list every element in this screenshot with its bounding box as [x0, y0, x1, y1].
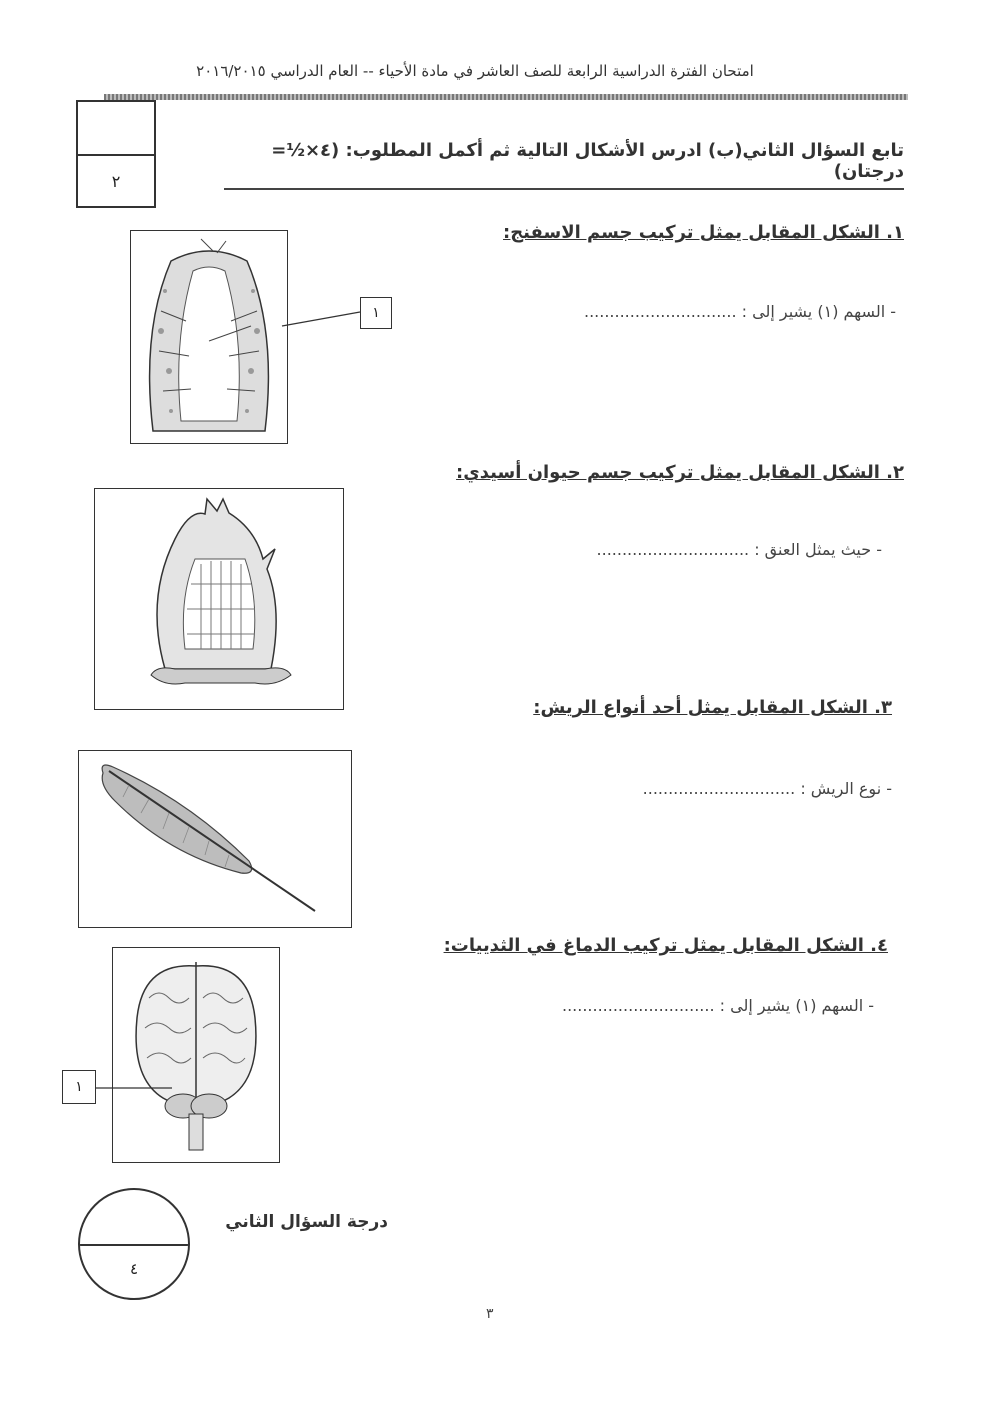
item-2-title: ٢. الشكل المقابل يمثل تركيب جسم حيوان أسيدي: [456, 462, 904, 483]
item-1-answer-line [584, 302, 896, 321]
item-1-blank[interactable]: .............................. [583, 302, 737, 321]
item-2-prompt: - حيث يمثل العنق : [754, 540, 882, 559]
page-number: ٣ [486, 1306, 494, 1322]
item-4-answer-line [562, 996, 874, 1015]
sponge-figure [130, 230, 288, 444]
feather-drawing [79, 751, 351, 927]
item-3-blank[interactable]: .............................. [642, 779, 796, 798]
item-4-arrow-line [94, 1080, 174, 1094]
total-score-value: ٤ [129, 1260, 139, 1278]
item-1-figure-label: ١ [360, 297, 392, 329]
item-3-answer-line [643, 779, 892, 798]
item-3-prompt: - نوع الريش : [800, 779, 892, 798]
total-score-label: درجة السؤال الثاني [225, 1212, 388, 1232]
ascidian-figure [94, 488, 344, 710]
exam-header: امتحان الفترة الدراسية الرابعة للصف العاشر في مادة الأحياء -- العام الدراسي ٢٠١٦/٢٠١٥ [196, 62, 754, 80]
question-title: تابع السؤال الثاني(ب) ادرس الأشكال التالية ثم أكمل المطلوب: (٤×½= درجتان) [224, 140, 904, 190]
score-box-value: ٢ [111, 171, 121, 191]
item-4-blank[interactable]: .............................. [561, 996, 715, 1015]
item-4-prompt: - السهم (١) يشير إلى : [719, 996, 874, 1015]
score-box [76, 100, 156, 208]
item-4-figure-label: ١ [62, 1070, 96, 1104]
score-box-blank [78, 102, 154, 156]
brain-drawing [113, 948, 279, 1162]
item-1-arrow-line [280, 300, 362, 330]
ascidian-drawing [95, 489, 343, 709]
total-score-divider [80, 1244, 188, 1246]
item-1-prompt: - السهم (١) يشير إلى : [741, 302, 896, 321]
item-2-blank[interactable]: .............................. [596, 540, 750, 559]
feather-figure [78, 750, 352, 928]
brain-figure [112, 947, 280, 1163]
item-4-title: ٤. الشكل المقابل يمثل تركيب الدماغ في الثدييات: [443, 935, 888, 956]
sponge-drawing [131, 231, 287, 443]
header-divider [104, 94, 908, 100]
total-score-circle [78, 1188, 190, 1300]
item-2-answer-line [597, 540, 882, 559]
item-1-title: ١. الشكل المقابل يمثل تركيب جسم الاسفنج: [503, 222, 904, 243]
item-3-title: ٣. الشكل المقابل يمثل أحد أنواع الريش: [533, 697, 892, 718]
